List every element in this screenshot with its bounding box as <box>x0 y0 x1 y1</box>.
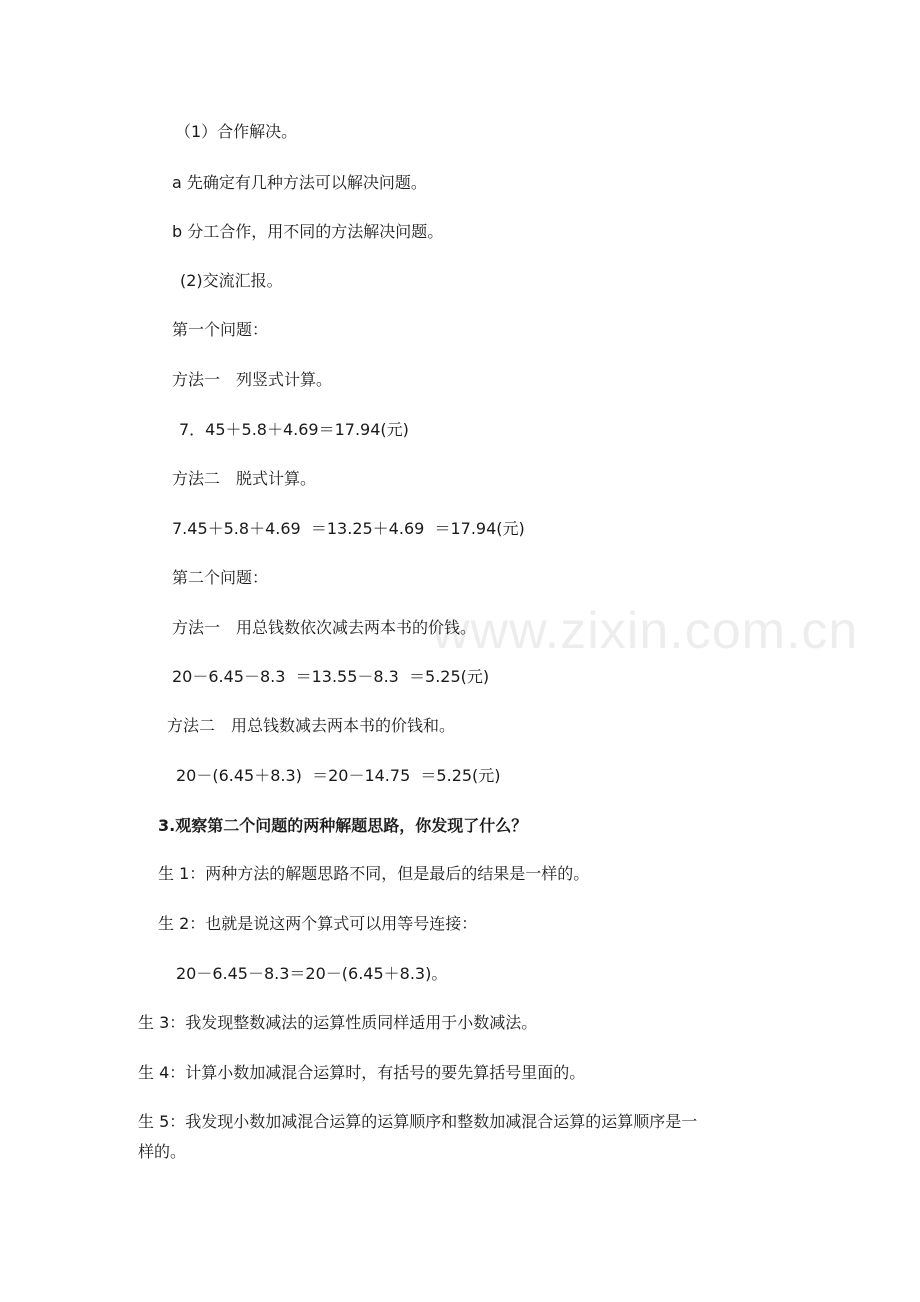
text-line-method-two-stepwise: 方法二 脱式计算。 <box>172 469 317 488</box>
text-line-equation-stepwise: 7.45＋5.8＋4.69 ＝13.25＋4.69 ＝17.94(元) <box>172 519 525 538</box>
text-line-step-b: b 分工合作，用不同的方法解决问题。 <box>172 222 444 241</box>
section-heading-observe: 3.观察第二个问题的两种解题思路，你发现了什么？ <box>158 816 528 835</box>
text-line-equation-vertical: 7．45＋5.8＋4.69＝17.94(元) <box>179 420 409 439</box>
text-line-student-3: 生 3：我发现整数减法的运算性质同样适用于小数减法。 <box>138 1013 538 1032</box>
text-line-question-one: 第一个问题： <box>172 320 269 339</box>
text-line-equation-subtract: 20－6.45－8.3 ＝13.55－8.3 ＝5.25(元) <box>172 667 490 686</box>
text-line-student-2: 生 2：也就是说这两个算式可以用等号连接： <box>158 914 478 933</box>
text-line-method-two-sum: 方法二 用总钱数减去两本书的价钱和。 <box>167 716 456 735</box>
text-line-method-one-vertical: 方法一 列竖式计算。 <box>172 370 333 389</box>
text-line-equation-sum: 20－(6.45＋8.3) ＝20－14.75 ＝5.25(元) <box>176 766 501 785</box>
text-line-student-5: 生 5：我发现小数加减混合运算的运算顺序和整数加减混合运算的运算顺序是一 <box>138 1112 698 1131</box>
text-line-student-5-continued: 样的。 <box>138 1142 187 1161</box>
text-line-equation-equal: 20－6.45－8.3＝20－(6.45＋8.3)。 <box>176 964 448 983</box>
text-line-cooperate-solve: （1）合作解决。 <box>175 122 298 141</box>
text-line-question-two: 第二个问题： <box>172 568 269 587</box>
text-line-report: (2)交流汇报。 <box>180 271 283 290</box>
watermark: www.zixin.com.cn <box>432 602 859 660</box>
text-line-student-1: 生 1：两种方法的解题思路不同，但是最后的结果是一样的。 <box>158 864 590 883</box>
text-line-method-one-subtract: 方法一 用总钱数依次减去两本书的价钱。 <box>172 618 477 637</box>
text-line-step-a: a 先确定有几种方法可以解决问题。 <box>172 173 427 192</box>
text-line-student-4: 生 4：计算小数加减混合运算时，有括号的要先算括号里面的。 <box>138 1063 586 1082</box>
